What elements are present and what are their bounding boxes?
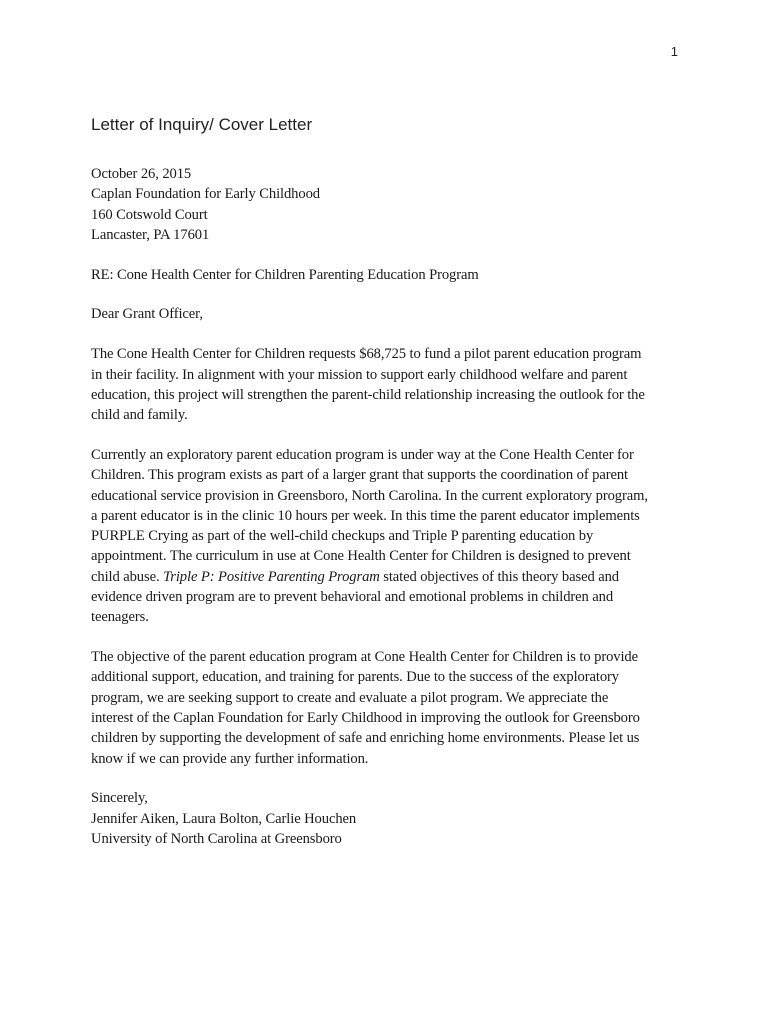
closing-block [91, 788, 691, 849]
paragraph-line: program, we are seeking support to create and evaluate a pilot program. We appreciate the [91, 689, 609, 706]
recipient-city: Lancaster, PA 17601 [91, 226, 210, 243]
paragraph-line: child and family. [91, 407, 188, 424]
paragraph-line: Children. This program exists as part of a larger grant that supports the coordination of parent [91, 467, 628, 484]
paragraph-line: interest of the Caplan Foundation for Early Childhood in improving the outlook for Greensboro [91, 710, 640, 727]
salutation-text: Dear Grant Officer, [91, 306, 203, 323]
paragraph-request [91, 344, 691, 425]
text-run: stated objectives of this theory based and [379, 568, 619, 585]
re-line-text: RE: Cone Health Center for Children Parenting Education Program [91, 266, 479, 283]
paragraph-line-mixed [91, 567, 691, 587]
paragraph-line: a parent educator is in the clinic 10 hours per week. In this time the parent educator implements [91, 507, 640, 524]
recipient-name: Caplan Foundation for Early Childhood [91, 186, 320, 203]
paragraph-line: evidence driven program are to prevent behavioral and emotional problems in children and [91, 589, 614, 606]
recipient-street: 160 Cotswold Court [91, 206, 208, 223]
paragraph-line: know if we can provide any further information. [91, 750, 369, 767]
page-number: 1 [670, 44, 678, 59]
re-line [91, 265, 691, 285]
paragraph-line: children by supporting the development of safe and enriching home environments. Please let us [91, 730, 640, 747]
signatories: Jennifer Aiken, Laura Bolton, Carlie Houchen [91, 810, 357, 827]
paragraph-line: Currently an exploratory parent education program is under way at the Cone Health Center for [91, 446, 634, 463]
paragraph-line: additional support, education, and training for parents. Due to the success of the exploratory [91, 669, 619, 686]
paragraph-line: PURPLE Crying as part of the well-child checkups and Triple P parenting education by [91, 528, 594, 545]
text-run: child abuse. [91, 568, 164, 585]
paragraph-line: appointment. The curriculum in use at Cone Health Center for Children is designed to prevent [91, 548, 631, 565]
letter-body [91, 114, 691, 869]
letter-title: Letter of Inquiry/ Cover Letter [91, 115, 313, 134]
paragraph-line: The Cone Health Center for Children requests $68,725 to fund a pilot parent education program [91, 346, 642, 363]
paragraph-line: The objective of the parent education program at Cone Health Center for Children is to provide [91, 649, 639, 666]
address-block [91, 164, 691, 245]
paragraph-line: in their facility. In alignment with your mission to support early childhood welfare and parent [91, 366, 628, 383]
paragraph-line: teenagers. [91, 609, 149, 626]
program-title-italic: Triple P: Positive Parenting Program [163, 568, 380, 585]
paragraph-objective [91, 647, 691, 769]
paragraph-current-program [91, 445, 691, 628]
letter-date: October 26, 2015 [91, 166, 192, 182]
paragraph-line: education, this project will strengthen the parent-child relationship increasing the outlook for the [91, 386, 645, 403]
signatory-affiliation: University of North Carolina at Greensboro [91, 831, 342, 848]
closing-text: Sincerely, [91, 790, 148, 807]
salutation [91, 304, 691, 324]
paragraph-line: educational service provision in Greensboro, North Carolina. In the current exploratory program, [91, 487, 648, 504]
